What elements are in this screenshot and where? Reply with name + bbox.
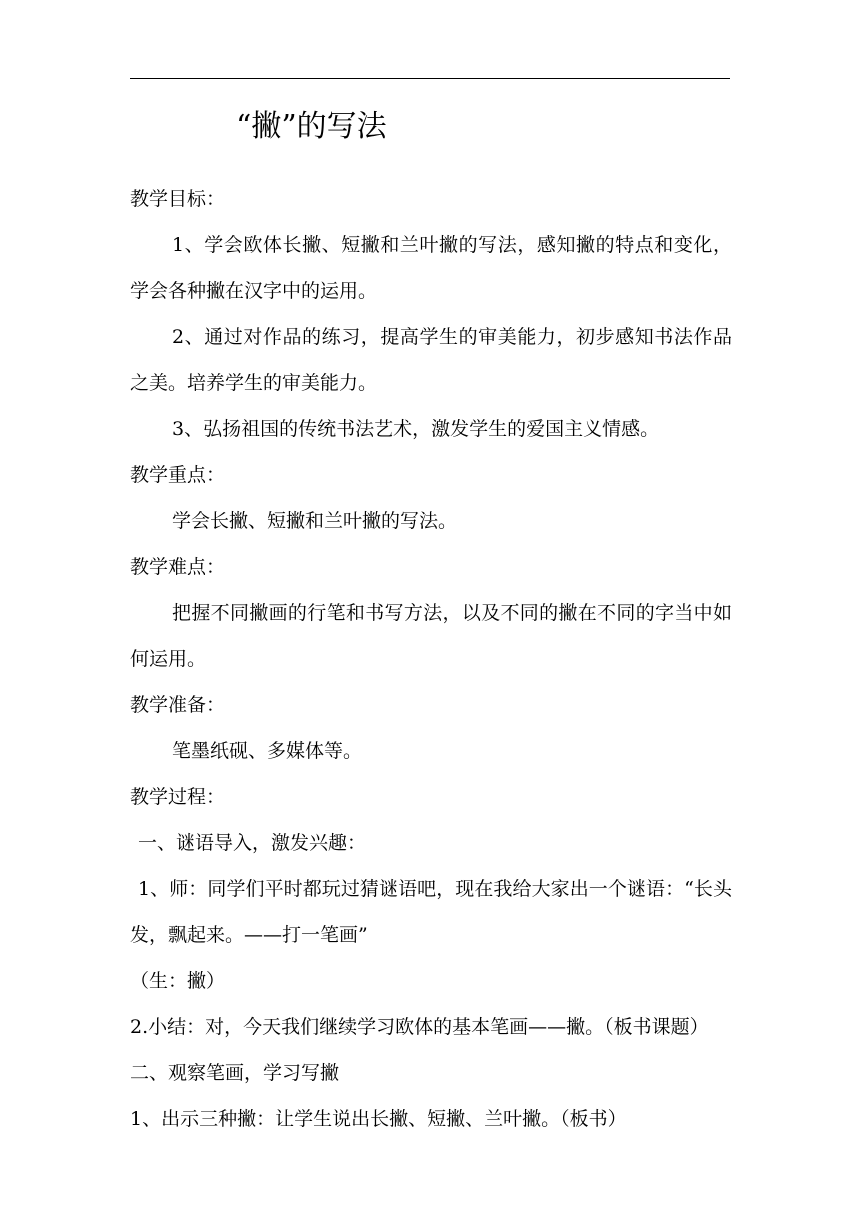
paragraph: 2.小结：对，今天我们继续学习欧体的基本笔画——撇。（板书课题） (130, 1016, 709, 1038)
header-rule (130, 78, 730, 79)
paragraph: 教学重点： (130, 464, 226, 486)
paragraph: 1、师：同学们平时都玩过猜谜语吧，现在我给大家出一个谜语：“长头发，飘起来。——打一笔画” (130, 878, 732, 946)
paragraph: 2、通过对作品的练习，提高学生的审美能力，初步感知书法作品之美。培养学生的审美能力。 (130, 326, 732, 394)
paragraph: 1、学会欧体长撇、短撇和兰叶撇的写法，感知撇的特点和变化，学会各种撇在汉字中的运用。 (130, 234, 732, 302)
document-body (130, 176, 732, 1142)
paragraph: 把握不同撇画的行笔和书写方法，以及不同的撇在不同的字当中如何运用。 (130, 602, 732, 670)
paragraph: 教学准备： (130, 694, 226, 716)
paragraph: 笔墨纸砚、多媒体等。 (172, 740, 363, 762)
paragraph: 二、观察笔画，学习写撇 (130, 1062, 340, 1084)
paragraph: 教学目标： (130, 188, 226, 210)
paragraph: 教学过程： (130, 786, 226, 808)
paragraph: （生：撇） (130, 970, 226, 992)
document-title: “撇”的写法 (236, 109, 387, 144)
paragraph: 教学难点： (130, 556, 226, 578)
paragraph: 一、谜语导入，激发兴趣： (138, 832, 367, 854)
paragraph: 1、出示三种撇：让学生说出长撇、短撇、兰叶撇。（板书） (130, 1108, 627, 1130)
paragraph: 学会长撇、短撇和兰叶撇的写法。 (172, 510, 458, 532)
paragraph: 3、弘扬祖国的传统书法艺术，激发学生的爱国主义情感。 (172, 418, 660, 440)
